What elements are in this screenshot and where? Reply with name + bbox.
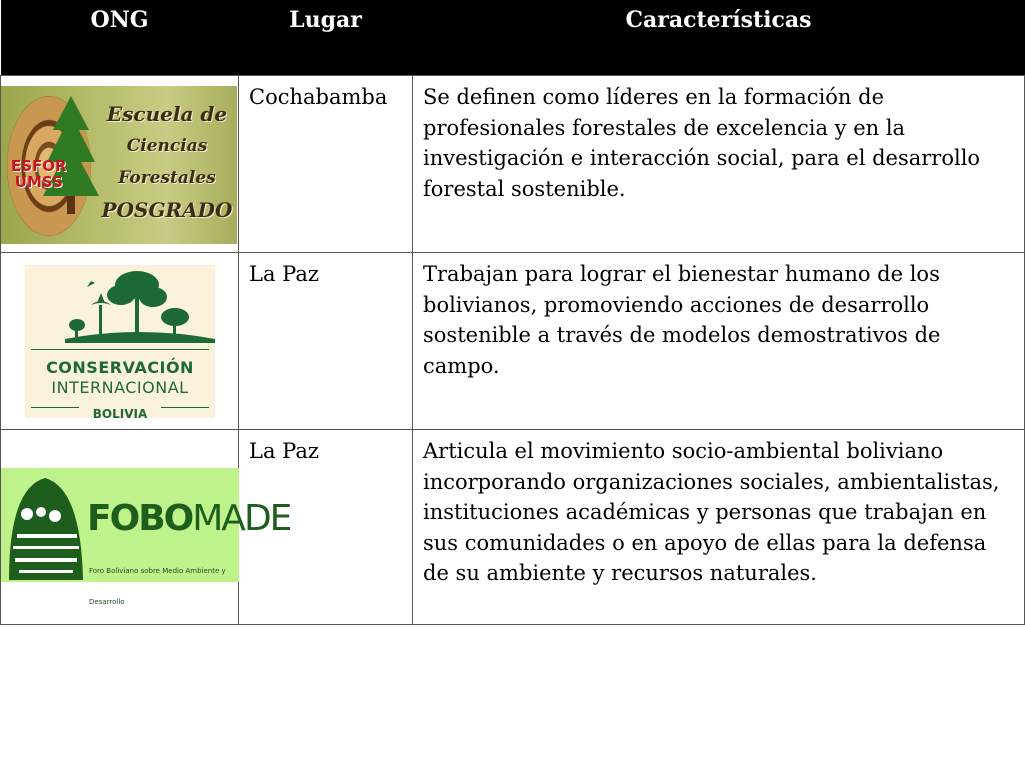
ci-name-line1: CONSERVACIÓN (46, 358, 194, 377)
fobomade-subtitle: Foro Boliviano sobre Medio Ambiente y Desarrollo (89, 567, 226, 606)
esfor-badge: ESFOR UMSS (11, 157, 67, 191)
fobomade-wordmark: FOBOMADE (87, 498, 291, 539)
ong-logo-cell (1, 76, 239, 253)
pine-tree-icon (43, 96, 99, 216)
rainforest-icon (25, 265, 215, 351)
table-row (1, 76, 1025, 253)
caracteristicas-cell: Se definen como líderes en la formación de profesionales forestales de excelencia y en la investigación e interacción social, para el desarrollo forestal sostenible. (413, 76, 1025, 253)
fobomade-logo (1, 468, 291, 606)
header-caracteristicas: Características (413, 0, 1025, 76)
lugar-cell: Cochabamba (239, 76, 413, 253)
table-row (1, 430, 1025, 625)
caracteristicas-cell: Articula el movimiento socio-ambiental boliviano incorporando organizaciones sociales, ambientalistas, instituciones académicas y personas que trabajan en sus comunidades o en apoyo de ellas para la defensa de su ambiente y recursos naturales. (413, 430, 1025, 625)
esfor-logo (1, 86, 237, 244)
divider (31, 349, 209, 350)
ong-logo-cell (1, 253, 239, 430)
caracteristicas-cell: Trabajan para lograr el bienestar humano de los bolivianos, promoviendo acciones de desarrollo sostenible a través de modelos demostrativos de campo. (413, 253, 1025, 430)
table-row (1, 253, 1025, 430)
header-ong: ONG (1, 0, 239, 76)
conservacion-internacional-logo (25, 265, 215, 421)
lugar-cell: La Paz (239, 430, 413, 625)
esfor-title: Escuela de Ciencias Forestales POSGRADO (101, 102, 233, 222)
table-header-row (1, 0, 1025, 76)
ci-country: BOLIVIA (92, 407, 148, 421)
forest-globe-icon (5, 468, 89, 582)
divider (161, 407, 209, 408)
header-lugar: Lugar (239, 0, 413, 76)
ci-name-line2: INTERNACIONAL (51, 378, 189, 397)
lugar-cell: La Paz (239, 253, 413, 430)
